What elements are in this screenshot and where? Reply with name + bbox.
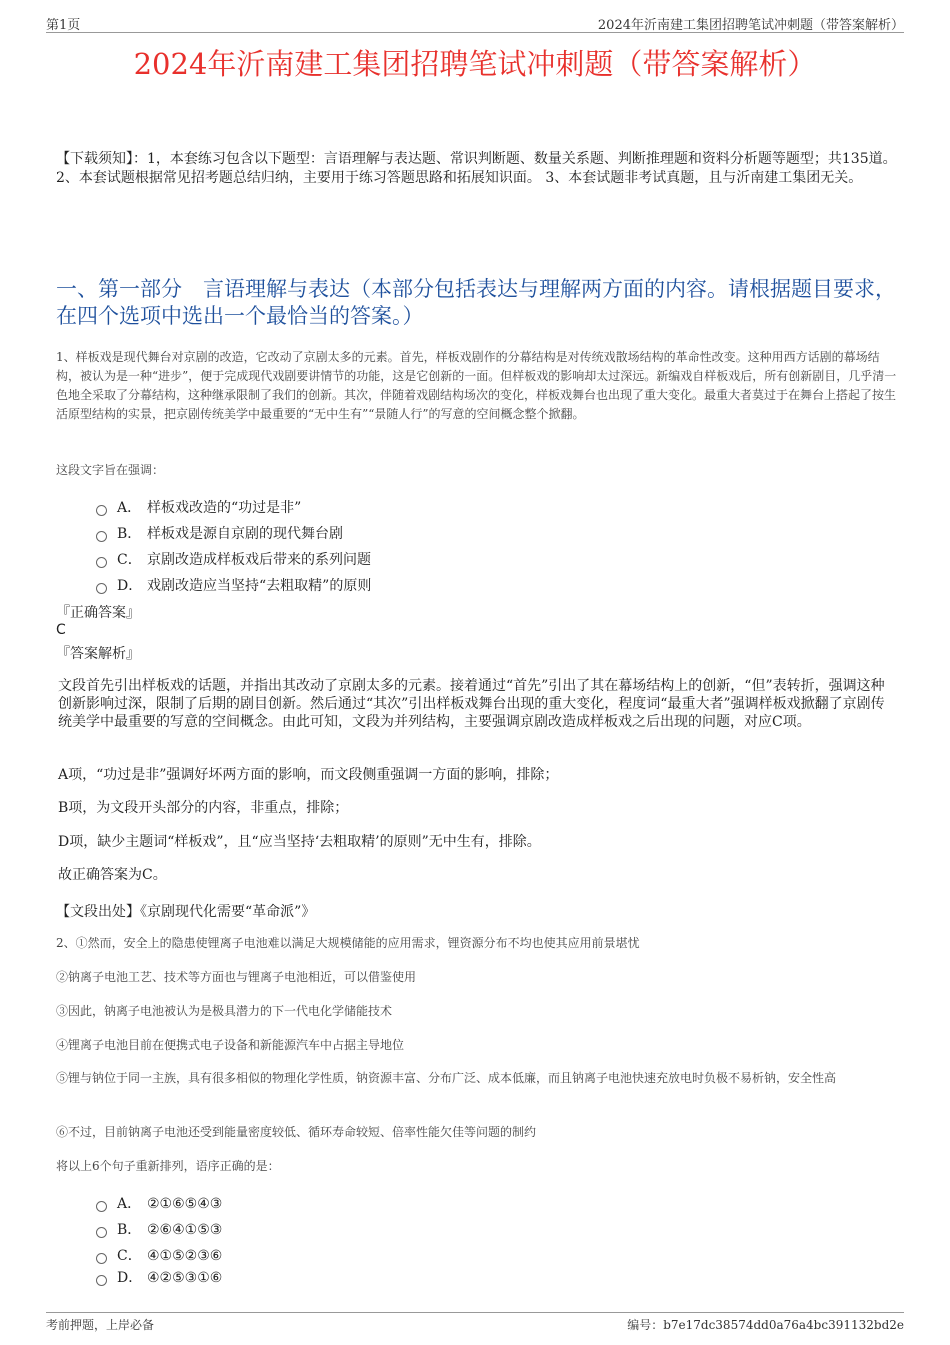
analysis-option-b: B项，为文段开头部分的内容，非重点，排除；: [58, 800, 349, 816]
question-2-option-d[interactable]: D． ④②⑤③①⑥: [96, 1267, 222, 1287]
question-2-line: ⑤锂与钠位于同一主族，具有很多相似的物理化学性质，钠资源丰富、分布广泛、成本低廉，而且钠离子电池快速充放电时负极不易析钠，安全性高: [56, 1071, 837, 1085]
analysis-option-d: D项，缺少主题词“样板戏”，且“应当坚持‘去粗取精’的原则”无中生有，排除。: [58, 834, 541, 850]
download-notice: 【下载须知】：1，本套练习包含以下题型：言语理解与表达题、常识判断题、数量关系题、判断推理题和资料分析题等题型；共135道。 2、本套试题根据常见招考题总结归纳，主要用于练习答题思路和拓展知识面。 3、本套试题非考试真题，且与沂南建工集团无关。: [56, 151, 897, 186]
radio-icon[interactable]: [96, 505, 107, 516]
section-heading: 一、第一部分 言语理解与表达（本部分包括表达与理解两方面的内容。请根据题目要求，在四个选项中选出一个最恰当的答案。）: [56, 277, 896, 328]
question-2-option-b[interactable]: B． ②⑥④①⑤③: [96, 1219, 222, 1239]
radio-icon[interactable]: [96, 531, 107, 542]
analysis-paragraph: 文段首先引出样板戏的话题，并指出其改动了京剧太多的元素。接着通过“首先”引出了其在幕场结构上的创新，“但”表转折，强调这种创新影响过深，限制了后期的剧目创新。然后通过“其次”引出样板戏舞台出现的重大变化，程度词“最重大者”强调样板戏掀翻了京剧传统美学中最重要的写意的空间概念。由此可知，文段为并列结构，主要强调京剧改造成样板戏之后出现的问题，对应C项。: [58, 678, 885, 730]
footer-code: 编号：b7e17dc38574dd0a76a4bc391132bd2e: [627, 1318, 904, 1332]
question-1-option-c[interactable]: C． 京剧改造成样板戏后带来的系列问题: [96, 549, 371, 569]
page-header: [46, 14, 904, 33]
passage-source: 【文段出处】《京剧现代化需要“革命派”》: [56, 904, 316, 920]
analysis-option-a: A项，“功过是非”强调好坏两方面的影响，而文段侧重强调一方面的影响，排除；: [58, 767, 559, 783]
radio-icon[interactable]: [96, 1275, 107, 1286]
header-doc-title: 2024年沂南建工集团招聘笔试冲刺题（带答案解析）: [597, 18, 904, 33]
radio-icon[interactable]: [96, 1253, 107, 1264]
footer-slogan: 考前押题，上岸必备: [46, 1318, 155, 1332]
page-footer: [46, 1312, 904, 1333]
analysis-conclusion: 故正确答案为C。: [58, 867, 167, 883]
question-1-prompt: 这段文字旨在强调：: [56, 463, 165, 477]
question-1-option-b[interactable]: B． 样板戏是源自京剧的现代舞台剧: [96, 523, 343, 543]
page-number: 第1页: [46, 18, 81, 33]
question-2-option-c[interactable]: C． ④①⑤②③⑥: [96, 1245, 222, 1265]
document-title: 2024年沂南建工集团招聘笔试冲刺题（带答案解析）: [133, 47, 817, 81]
question-2-line: ②钠离子电池工艺、技术等方面也与锂离子电池相近，可以借鉴使用: [56, 970, 417, 984]
radio-icon[interactable]: [96, 1227, 107, 1238]
question-2-line: 2、①然而，安全上的隐患使锂离子电池难以满足大规模储能的应用需求，锂资源分布不均也使其应用前景堪忧: [56, 936, 640, 950]
question-2-line: ③因此，钠离子电池被认为是极具潜力的下一代电化学储能技术: [56, 1004, 393, 1018]
question-1-option-d[interactable]: D． 戏剧改造应当坚持“去粗取精”的原则: [96, 575, 371, 595]
correct-answer-label: 『正确答案』: [56, 605, 140, 621]
question-1-stem: 1、样板戏是现代舞台对京剧的改造，它改动了京剧太多的元素。首先，样板戏剧作的分幕结构是对传统戏散场结构的革命性改变。这种用西方话剧的幕场结构，被认为是一种“进步”，便于完成现代戏剧要讲情节的功能，这是它创新的一面。但样板戏的影响却太过深远。新编戏自样板戏后，所有创新剧目，几乎清一色地全采取了分幕结构，这种继承限制了我们的创新。其次，伴随着戏剧结构场次的变化，样板戏舞台也出现了重大变化。最重大者莫过于在舞台上搭起了按生活原型结构的实景，把京剧传统美学中最重要的“无中生有”“景随人行”的写意的空间概念整个掀翻。: [56, 350, 897, 421]
radio-icon[interactable]: [96, 1201, 107, 1212]
question-2-prompt: 将以上6个句子重新排列，语序正确的是：: [56, 1159, 280, 1173]
radio-icon[interactable]: [96, 557, 107, 568]
analysis-label: 『答案解析』: [56, 646, 140, 662]
question-2-line: ⑥不过，目前钠离子电池还受到能量密度较低、循环寿命较短、倍率性能欠佳等问题的制约: [56, 1125, 537, 1139]
correct-answer-value: C: [56, 622, 66, 638]
question-2-option-a[interactable]: A． ②①⑥⑤④③: [96, 1193, 222, 1213]
question-1-option-a[interactable]: A． 样板戏改造的“功过是非”: [96, 497, 301, 517]
radio-icon[interactable]: [96, 583, 107, 594]
question-2-line: ④锂离子电池目前在便携式电子设备和新能源汽车中占据主导地位: [56, 1038, 405, 1052]
